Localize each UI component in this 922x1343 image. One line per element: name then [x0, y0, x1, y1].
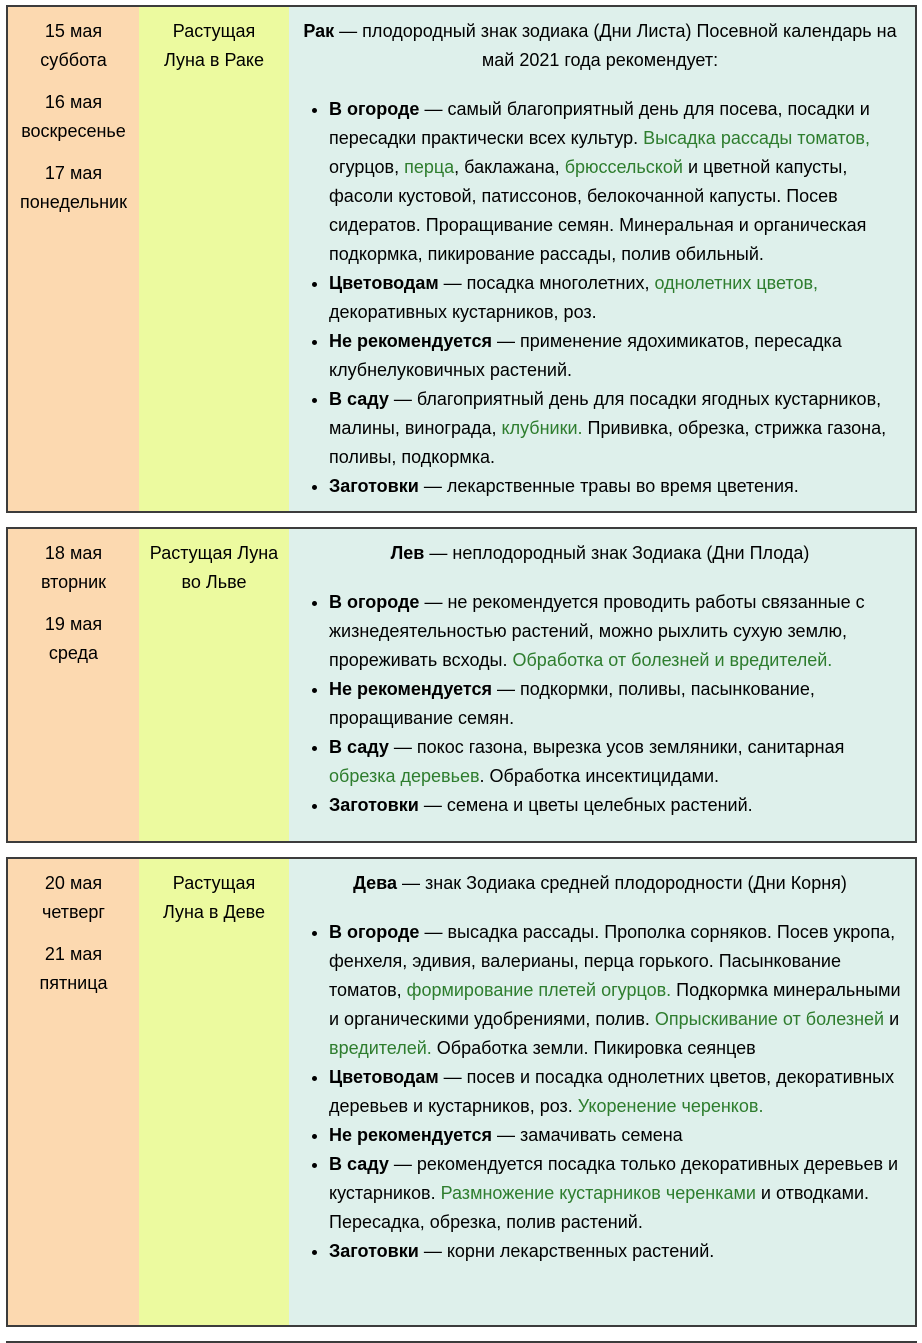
text-segment: — лекарственные травы во время цветения. [418, 476, 799, 496]
recommendation-item [329, 1121, 901, 1150]
date-entry: 21 мая пятница [39, 944, 108, 993]
recommendation-item [329, 733, 901, 791]
text-segment: — знак Зодиака средней плодородности (Дни Корня) [397, 873, 847, 893]
inline-link[interactable]: Высадка рассады томатов, [643, 128, 870, 148]
description-cell [289, 7, 915, 511]
inline-link[interactable]: формирование плетей огурцов. [406, 980, 672, 1000]
text-segment: — благоприятный день для посадки ягодных кустарников, малины, винограда, [329, 389, 882, 438]
text-segment: — посадка многолетних, [438, 273, 655, 293]
date-cell [8, 859, 139, 1325]
text-segment: — рекомендуется посадка только декоративных деревьев и кустарников. [329, 1154, 899, 1203]
text-segment: — посев и посадка однолетних цветов, декоративных деревьев и кустарников, роз. [329, 1067, 895, 1116]
inline-link[interactable]: Обработка от болезней и вредителей. [512, 650, 833, 670]
bold-label: Лев [390, 543, 425, 563]
recommendation-item [329, 1150, 901, 1237]
date-entry: 20 мая четверг [42, 873, 105, 922]
text-segment: — плодородный знак зодиака (Дни Листа) Посевной календарь на май 2021 года рекомендует: [334, 21, 897, 70]
recommendation-item [329, 1063, 901, 1121]
date-entry: 17 мая понедельник [20, 163, 127, 212]
date-entry: 18 мая вторник [40, 543, 107, 592]
date-entry: 15 мая суббота [40, 21, 107, 70]
bold-label: Заготовки [329, 795, 419, 815]
calendar-table [6, 527, 917, 843]
text-segment: — применение ядохимикатов, пересадка клубнелуковичных растений. [329, 331, 842, 380]
text-segment: . Обработка инсектицидами. [479, 766, 720, 786]
text-segment: — покос газона, вырезка усов земляники, санитарная [388, 737, 845, 757]
text-segment: — семена и цветы целебных растений. [418, 795, 753, 815]
recommendation-item [329, 472, 901, 501]
recommendation-item [329, 588, 901, 675]
bold-label: В огороде [329, 922, 420, 942]
bold-label: Рак [303, 21, 335, 41]
text-segment: Обработка земли. Пикировка сеянцев [431, 1038, 756, 1058]
zodiac-heading [299, 17, 901, 75]
recommendation-item [329, 791, 901, 820]
recommendations-list [299, 588, 901, 820]
text-segment: — самый благоприятный день для посева, посадки и пересадки практически всех культур. [329, 99, 870, 148]
recommendation-item [329, 918, 901, 1063]
moon-phase-cell [139, 859, 289, 1325]
zodiac-heading [299, 539, 901, 568]
recommendations-list [299, 95, 901, 501]
date-cell [8, 529, 139, 841]
inline-link[interactable]: Размножение кустарников черенками [440, 1183, 756, 1203]
inline-link[interactable]: брюссельской [564, 157, 683, 177]
text-segment: Подкормка минеральными и органическими удобрениями, полив. [329, 980, 901, 1029]
text-segment: декоративных кустарников, роз. [329, 302, 597, 322]
inline-link[interactable]: вредителей. [329, 1038, 432, 1058]
text-segment: огурцов, [329, 157, 405, 177]
text-segment: — не рекомендуется проводить работы связанные с жизнедеятельностью растений, можно рыхлить сухую землю, прореживать всходы. [329, 592, 865, 670]
date-entry: 19 мая среда [44, 614, 103, 663]
recommendation-item [329, 385, 901, 472]
bold-label: Цветоводам [329, 273, 439, 293]
text-segment: — высадка рассады. Прополка сорняков. Посев укропа, фенхеля, эдивия, валерианы, перца горького. Пасынкование томатов, [329, 922, 896, 1000]
date-cell [8, 7, 139, 511]
description-cell [289, 859, 915, 1325]
text-segment: — корни лекарственных растений. [418, 1241, 715, 1261]
bold-label: В саду [329, 389, 389, 409]
bold-label: Не рекомендуется [329, 1125, 493, 1145]
inline-link[interactable]: однолетних цветов, [654, 273, 819, 293]
calendar-table [6, 857, 917, 1327]
inline-link[interactable]: обрезка деревьев [329, 766, 480, 786]
text-segment: , баклажана, [454, 157, 565, 177]
inline-link[interactable]: Опрыскивание от болезней [654, 1009, 885, 1029]
moon-phase-text: Растущая Луна во Льве [149, 543, 279, 592]
bold-label: В саду [329, 1154, 389, 1174]
recommendations-list [299, 918, 901, 1266]
text-segment: Прививка, обрезка, стрижка газона, поливы, подкормка. [329, 418, 887, 467]
recommendation-item [329, 95, 901, 269]
recommendation-item [329, 675, 901, 733]
text-segment: и [884, 1009, 900, 1029]
inline-link[interactable]: Укоренение черенков. [577, 1096, 764, 1116]
text-segment: — подкормки, поливы, пасынкование, проращивание семян. [329, 679, 815, 728]
text-segment: и отводками. Пересадка, обрезка, полив растений. [329, 1183, 870, 1232]
date-entry: 16 мая воскресенье [21, 92, 126, 141]
bold-label: В огороде [329, 99, 420, 119]
bold-label: Дева [353, 873, 397, 893]
bold-label: В огороде [329, 592, 420, 612]
bold-label: Не рекомендуется [329, 331, 493, 351]
bold-label: Цветоводам [329, 1067, 439, 1087]
bold-label: Заготовки [329, 476, 419, 496]
zodiac-heading [299, 869, 901, 898]
inline-link[interactable]: клубники. [501, 418, 583, 438]
inline-link[interactable]: перца [404, 157, 455, 177]
text-segment: и цветной капусты, фасоли кустовой, патиссонов, белокочанной капусты. Посев сидератов. Проращивание семян. Минеральная и органическая подкормка, пикирование рассады, полив обильный. [329, 157, 867, 264]
text-segment: — замачивать семена [492, 1125, 683, 1145]
moon-phase-text: Растущая Луна в Деве [162, 873, 266, 922]
recommendation-item [329, 1237, 901, 1266]
text-segment: — неплодородный знак Зодиака (Дни Плода) [424, 543, 810, 563]
bold-label: В саду [329, 737, 389, 757]
bold-label: Заготовки [329, 1241, 419, 1261]
bold-label: Не рекомендуется [329, 679, 493, 699]
recommendation-item [329, 269, 901, 327]
recommendation-item [329, 327, 901, 385]
calendar-table [6, 5, 917, 513]
moon-phase-cell [139, 529, 289, 841]
moon-phase-cell [139, 7, 289, 511]
moon-phase-text: Растущая Луна в Раке [163, 21, 265, 70]
description-cell [289, 529, 915, 841]
